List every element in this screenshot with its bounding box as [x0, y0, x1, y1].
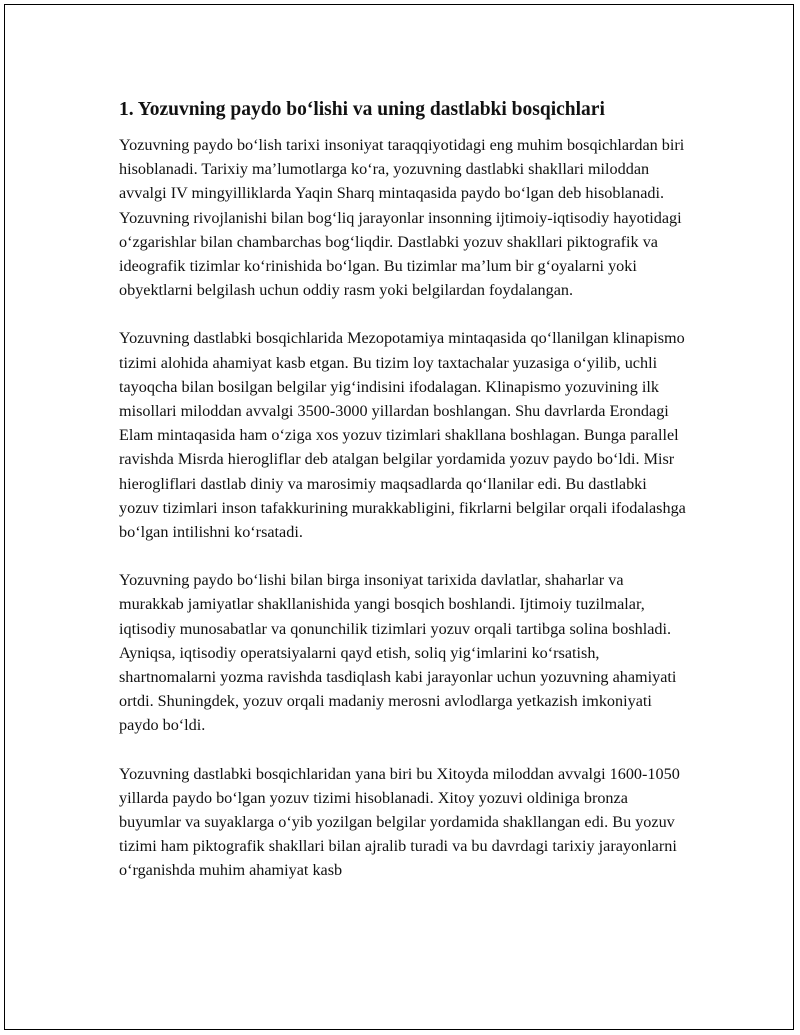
- paragraph-4: Yozuvning dastlabki bosqichlaridan yana biri bu Xitoyda miloddan avvalgi 1600-1050 yillarda paydo bo‘lgan yozuv tizimi hisoblanadi. Xitoy yozuvi oldiniga bronza buyumlar va suyaklarga o‘yib yozilgan belgilar yordamida shakllangan edi. Bu yozuv tizimi ham piktografik shakllari bilan ajralib turadi va bu davrdagi tarixiy jarayonlarni o‘rganishda muhim ahamiyat kasb: [119, 764, 680, 880]
- section-heading: 1. Yozuvning paydo bo‘lishi va uning dastlabki bosqichlari: [119, 99, 605, 120]
- paragraph-2: Yozuvning dastlabki bosqichlarida Mezopotamiya mintaqasida qo‘llanilgan klinapismo tizimi alohida ahamiyat kasb etgan. Bu tizim loy taxtachalar yuzasiga o‘yilib, uchli tayoqcha bilan bosilgan belgilar yig‘indisini ifodalagan. Klinapismo yozuvining ilk misollari miloddan avvalgi 3500-3000 yillardan boshlangan. Shu davrlarda Erondagi Elam mintaqasida ham o‘ziga xos yozuv tizimlari shakllana boshlagan. Bunga parallel ravishda Misrda hierogliflar deb atalgan belgilar yordamida yozuv paydo bo‘ldi. Misr hierogliflari dastlab diniy va marosimiy maqsadlarda qo‘llanilar edi. Bu dastlabki yozuv tizimlari inson tafakkurining murakkabligini, fikrlarni belgilar orqali ifodalashga bo‘lgan intilishni ko‘rsatadi.: [119, 329, 686, 542]
- paragraph-3: Yozuvning paydo bo‘lishi bilan birga insoniyat tarixida davlatlar, shaharlar va murakkab jamiyatlar shakllanishida yangi bosqich boshlandi. Ijtimoiy tuzilmalar, iqtisodiy munosabatlar va qonunchilik tizimlari yozuv orqali tartibga solina boshladi. Ayniqsa, iqtisodiy operatsiyalarni qayd etish, soliq yig‘imlarini ko‘rsatish, shartnomalarni yozma ravishda tasdiqlash kabi jarayonlar uchun yozuvning ahamiyati ortdi. Shuningdek, yozuv orqali madaniy merosni avlodlarga yetkazish imkoniyati paydo bo‘ldi.: [119, 571, 677, 735]
- paragraph-1: Yozuvning paydo bo‘lish tarixi insoniyat taraqqiyotidagi eng muhim bosqichlardan biri hisoblanadi. Tarixiy ma’lumotlarga ko‘ra, yozuvning dastlabki shakllari miloddan avvalgi IV mingyilliklarda Yaqin Sharq mintaqasida paydo bo‘lgan deb hisoblanadi. Yozuvning rivojlanishi bilan bog‘liq jarayonlar insonning ijtimoiy-iqtisodiy hayotidagi o‘zgarishlar bilan chambarchas bog‘liqdir. Dastlabki yozuv shakllari piktografik va ideografik tizimlar ko‘rinishida bo‘lgan. Bu tizimlar ma’lum bir g‘oyalarni yoki obyektlarni belgilash uchun oddiy rasm yoki belgilardan foydalangan.: [119, 136, 685, 300]
- page-frame: [4, 4, 794, 1030]
- document-body: [119, 97, 689, 907]
